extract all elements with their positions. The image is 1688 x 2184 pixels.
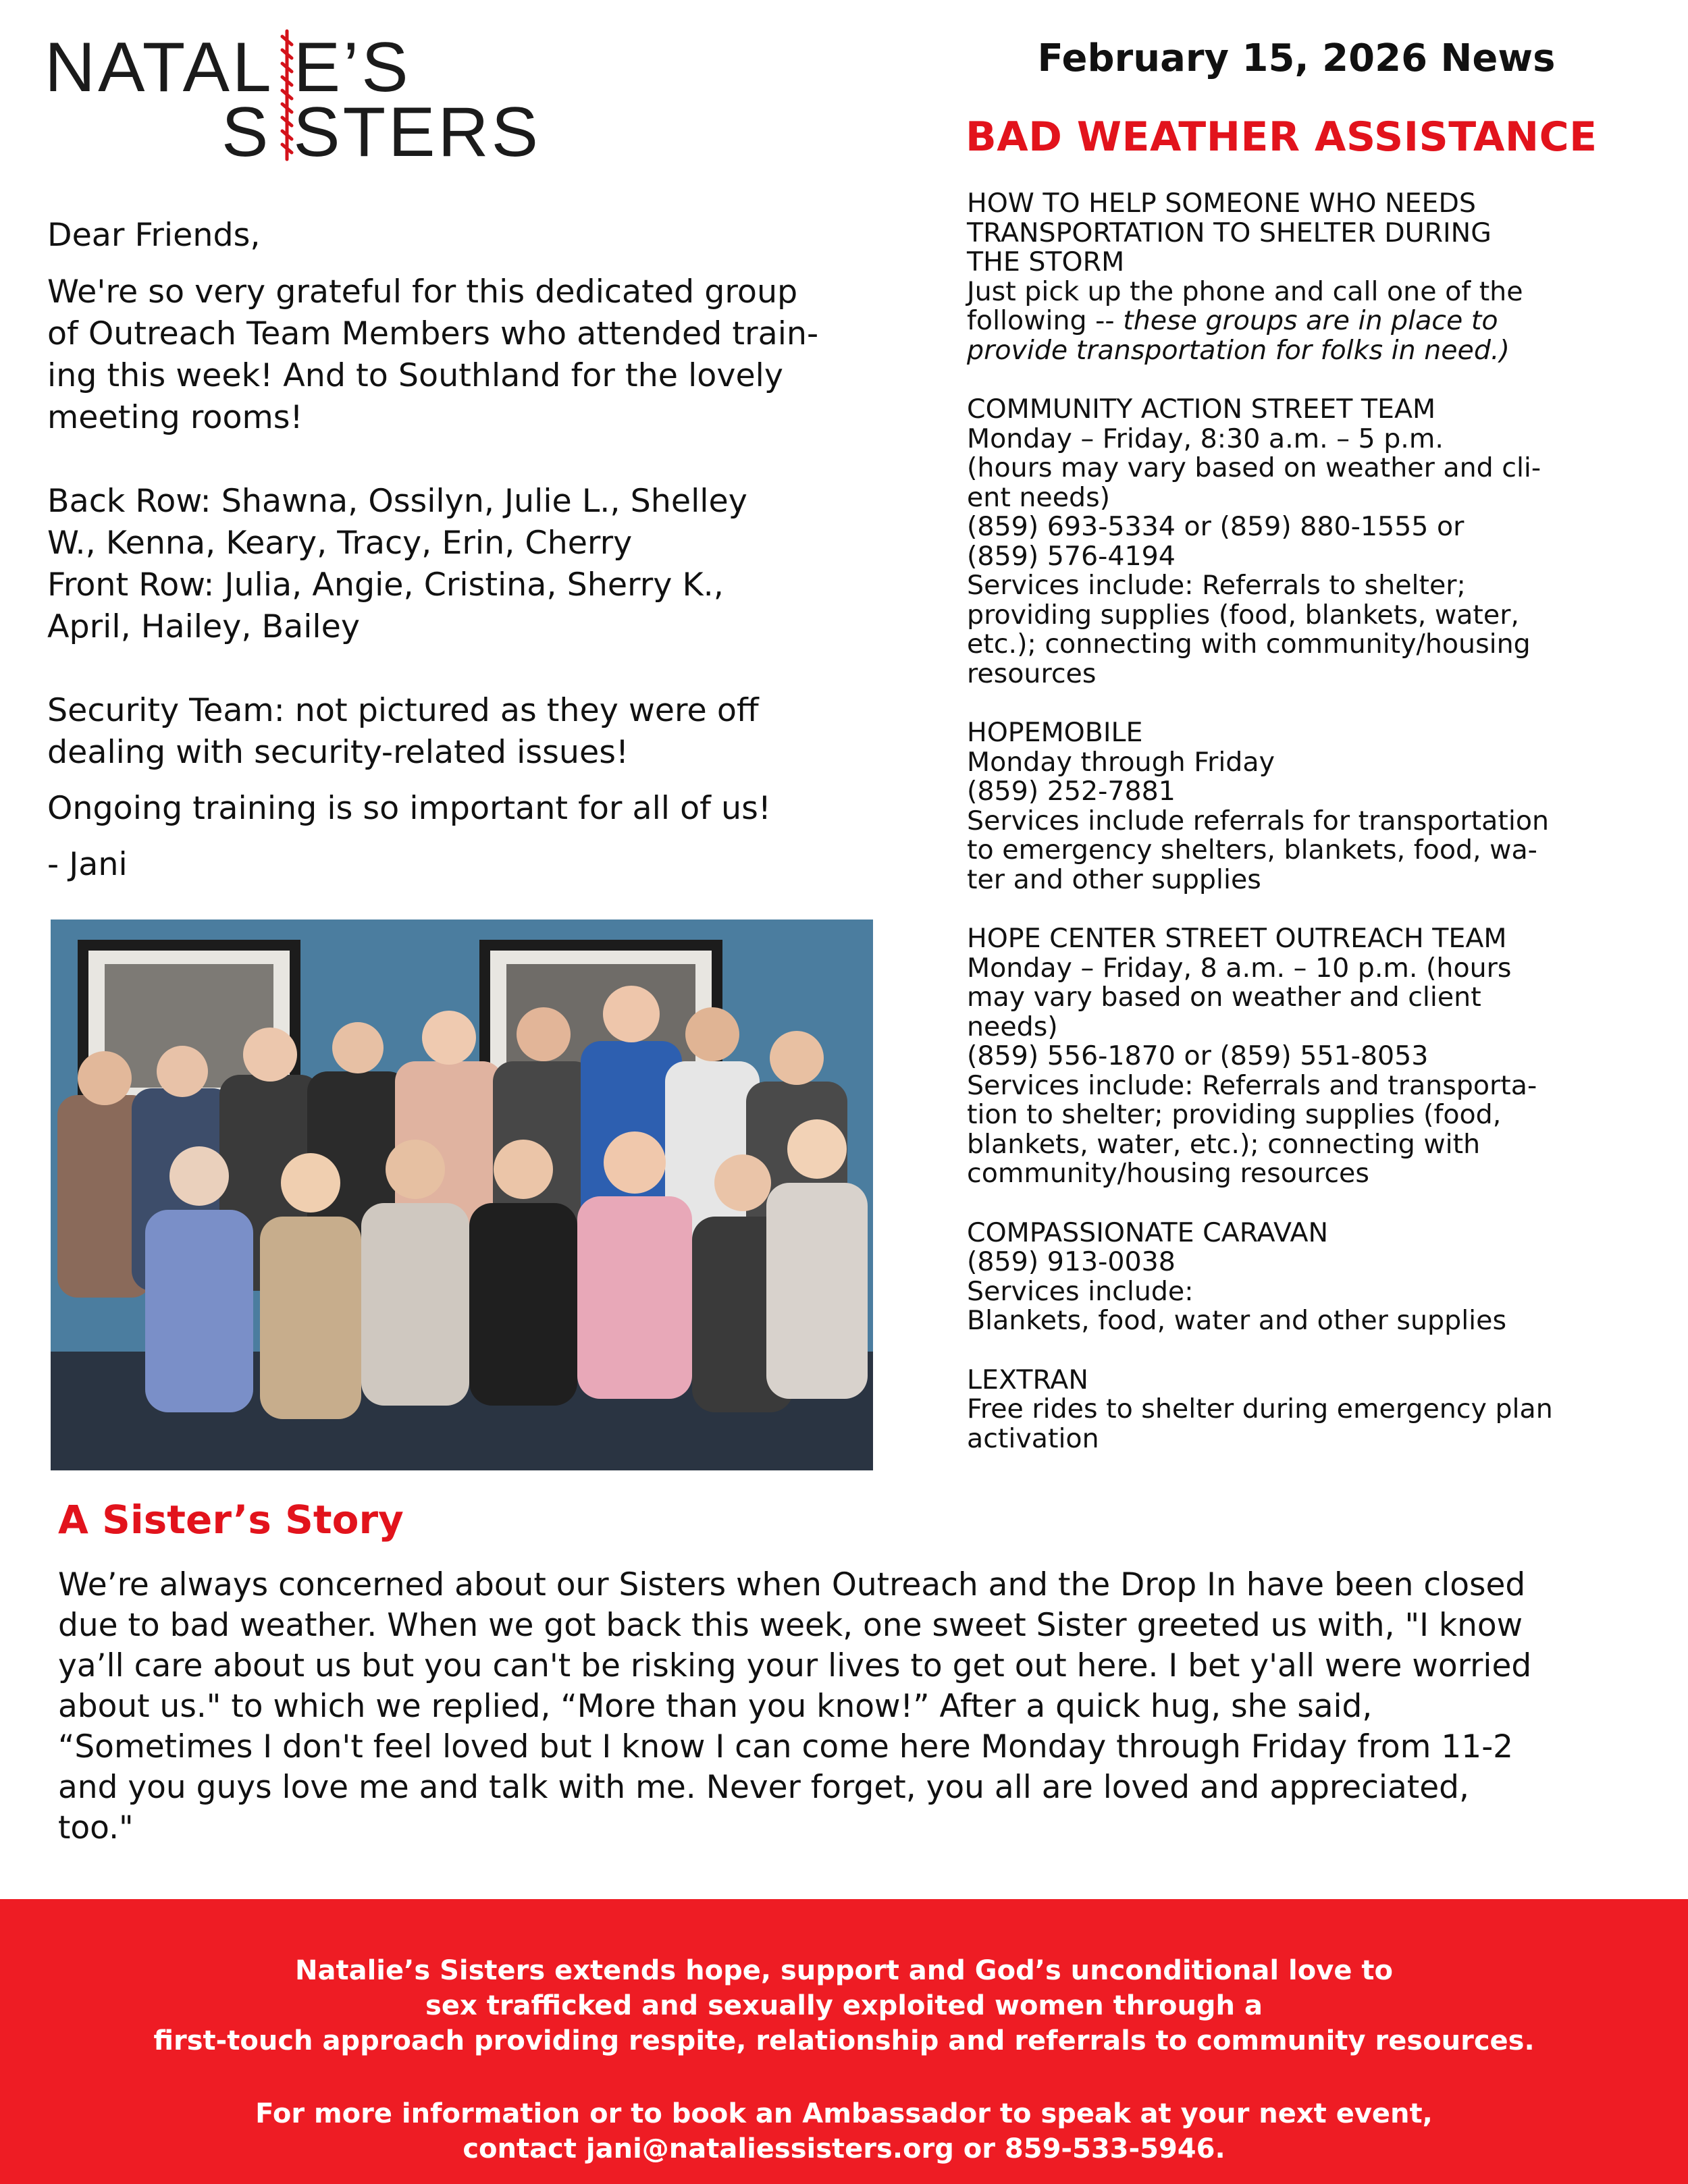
footer-banner xyxy=(0,1899,1688,2184)
logo-line-2: S STERS xyxy=(221,93,541,171)
resource-line: Monday through Friday xyxy=(967,746,1275,778)
resource-line: Blankets, food, water and other supplies xyxy=(967,1305,1507,1336)
intro-text-line: Just pick up the phone and call one of the xyxy=(967,275,1523,307)
resource-line: Services include: Referrals and transporta- xyxy=(967,1069,1537,1101)
story-line: about us." to which we replied, “More than you know!” After a quick hug, she said, xyxy=(58,1688,1373,1725)
resource-line: (859) 693-5334 or (859) 880-1555 or xyxy=(967,511,1465,542)
story-title: A Sister’s Story xyxy=(58,1497,404,1543)
intro-text-line: provide transportation for folks in need.) xyxy=(967,334,1510,366)
letter-line: We're so very grateful for this dedicated group xyxy=(47,273,798,311)
letter-line: of Outreach Team Members who attended train- xyxy=(47,315,819,352)
assistance-column xyxy=(967,189,1581,1483)
resource-line: (859) 576-4194 xyxy=(967,540,1176,572)
resource-line: Services include: Referrals to shelter; xyxy=(967,570,1466,601)
resource-hopemobile xyxy=(967,718,1581,895)
intro-text-normal: following -- xyxy=(967,305,1124,336)
letter-ongoing: Ongoing training is so important for all of us! xyxy=(47,790,771,827)
letter-line: dealing with security-related issues! xyxy=(47,734,629,771)
resource-hope-center xyxy=(967,924,1581,1189)
mission-statement xyxy=(0,1953,1688,2058)
resource-line: may vary based on weather and client xyxy=(967,982,1481,1013)
resource-line: Monday – Friday, 8:30 a.m. – 5 p.m. xyxy=(967,423,1444,454)
mission-line: sex trafficked and sexually exploited women through a xyxy=(425,1990,1263,2021)
resource-line: (859) 556-1870 or (859) 551-8053 xyxy=(967,1040,1429,1071)
intro-heading-line: HOW TO HELP SOMEONE WHO NEEDS xyxy=(967,188,1476,219)
resource-line: needs) xyxy=(967,1011,1058,1042)
logo xyxy=(41,27,541,171)
story-line: “Sometimes I don't feel loved but I know I can come here Monday through Friday from 11-2 xyxy=(58,1728,1514,1765)
security-note xyxy=(47,690,878,774)
story-line: and you guys love me and talk with me. Never forget, you all are loved and appreciated, xyxy=(58,1769,1469,1806)
resource-line: LEXTRAN xyxy=(967,1364,1088,1395)
resource-community-action xyxy=(967,395,1581,689)
story-line: too." xyxy=(58,1809,134,1846)
letter-signature: - Jani xyxy=(47,846,128,883)
resource-line: ter and other supplies xyxy=(967,863,1261,895)
letter-line: W., Kenna, Keary, Tracy, Erin, Cherry xyxy=(47,525,633,562)
resource-line: to emergency shelters, blankets, food, wa- xyxy=(967,834,1537,865)
intro-text-italic: these groups are in place to xyxy=(1123,305,1498,336)
resource-line: (859) 252-7881 xyxy=(967,776,1176,807)
resource-line: HOPE CENTER STREET OUTREACH TEAM xyxy=(967,923,1507,954)
resource-line: providing supplies (food, blankets, water, xyxy=(967,599,1519,631)
letter-greeting: Dear Friends, xyxy=(47,217,261,254)
resource-compassionate-caravan xyxy=(967,1219,1581,1336)
resource-line: Monday – Friday, 8 a.m. – 10 p.m. (hours xyxy=(967,952,1512,984)
letter-line: ing this week! And to Southland for the lovely xyxy=(47,357,783,394)
letter xyxy=(47,215,878,886)
contact-info xyxy=(0,2096,1688,2166)
letter-line: Security Team: not pictured as they were off xyxy=(47,692,759,729)
resource-line: Services include: xyxy=(967,1275,1194,1307)
issue-date: February 15, 2026 News xyxy=(1037,36,1556,80)
contact-line: contact jani@nataliessisters.org or 859-533-5946. xyxy=(463,2133,1225,2164)
resource-line: tion to shelter; providing supplies (food, xyxy=(967,1099,1502,1130)
resource-line: activation xyxy=(967,1422,1099,1454)
letter-line: Front Row: Julia, Angie, Cristina, Sherry K., xyxy=(47,566,724,604)
story-line: due to bad weather. When we got back this week, one sweet Sister greeted us with, "I know xyxy=(58,1607,1523,1644)
team-photo xyxy=(51,920,873,1470)
intro-text-line xyxy=(967,307,1581,336)
mission-line: Natalie’s Sisters extends hope, support and God’s unconditional love to xyxy=(295,1955,1393,1986)
story-line: We’re always concerned about our Sisters when Outreach and the Drop In have been closed xyxy=(58,1566,1526,1603)
resource-line: etc.); connecting with community/housing xyxy=(967,629,1531,660)
letter-line: April, Hailey, Bailey xyxy=(47,608,360,645)
story-text xyxy=(58,1565,1631,1848)
mission-line: first-touch approach providing respite, relationship and referrals to community resources. xyxy=(153,2025,1535,2056)
resource-lextran xyxy=(967,1366,1581,1454)
letter-line: Back Row: Shawna, Ossilyn, Julie L., Shelley xyxy=(47,483,747,520)
story-line: ya’ll care about us but you can't be risking your lives to get out here. I bet y'all were worried xyxy=(58,1647,1532,1684)
resource-line: blankets, water, etc.); connecting with xyxy=(967,1128,1481,1160)
letter-paragraph xyxy=(47,271,878,439)
logo-ribbon-icon xyxy=(277,27,297,162)
resource-line: Free rides to shelter during emergency plan xyxy=(967,1393,1553,1424)
resource-line: HOPEMOBILE xyxy=(967,717,1143,748)
intro-heading-line: THE STORM xyxy=(967,246,1125,277)
intro-block xyxy=(967,189,1581,365)
logo-line-1: NATAL E’S xyxy=(45,28,411,107)
resource-line: Services include referrals for transportation xyxy=(967,805,1550,836)
resource-line: resources xyxy=(967,658,1097,689)
letter-line: meeting rooms! xyxy=(47,399,303,436)
resource-line: (859) 913-0038 xyxy=(967,1246,1176,1277)
intro-heading-line: TRANSPORTATION TO SHELTER DURING xyxy=(967,217,1492,248)
photo-names xyxy=(47,481,878,648)
contact-line: For more information or to book an Ambassador to speak at your next event, xyxy=(255,2098,1433,2129)
resource-line: COMPASSIONATE CARAVAN xyxy=(967,1217,1329,1248)
resource-line: ent needs) xyxy=(967,481,1111,513)
resource-line: COMMUNITY ACTION STREET TEAM xyxy=(967,394,1436,425)
resource-line: (hours may vary based on weather and cli- xyxy=(967,452,1541,483)
resource-line: community/housing resources xyxy=(967,1158,1369,1189)
section-title-bad-weather: BAD WEATHER ASSISTANCE xyxy=(966,113,1598,161)
